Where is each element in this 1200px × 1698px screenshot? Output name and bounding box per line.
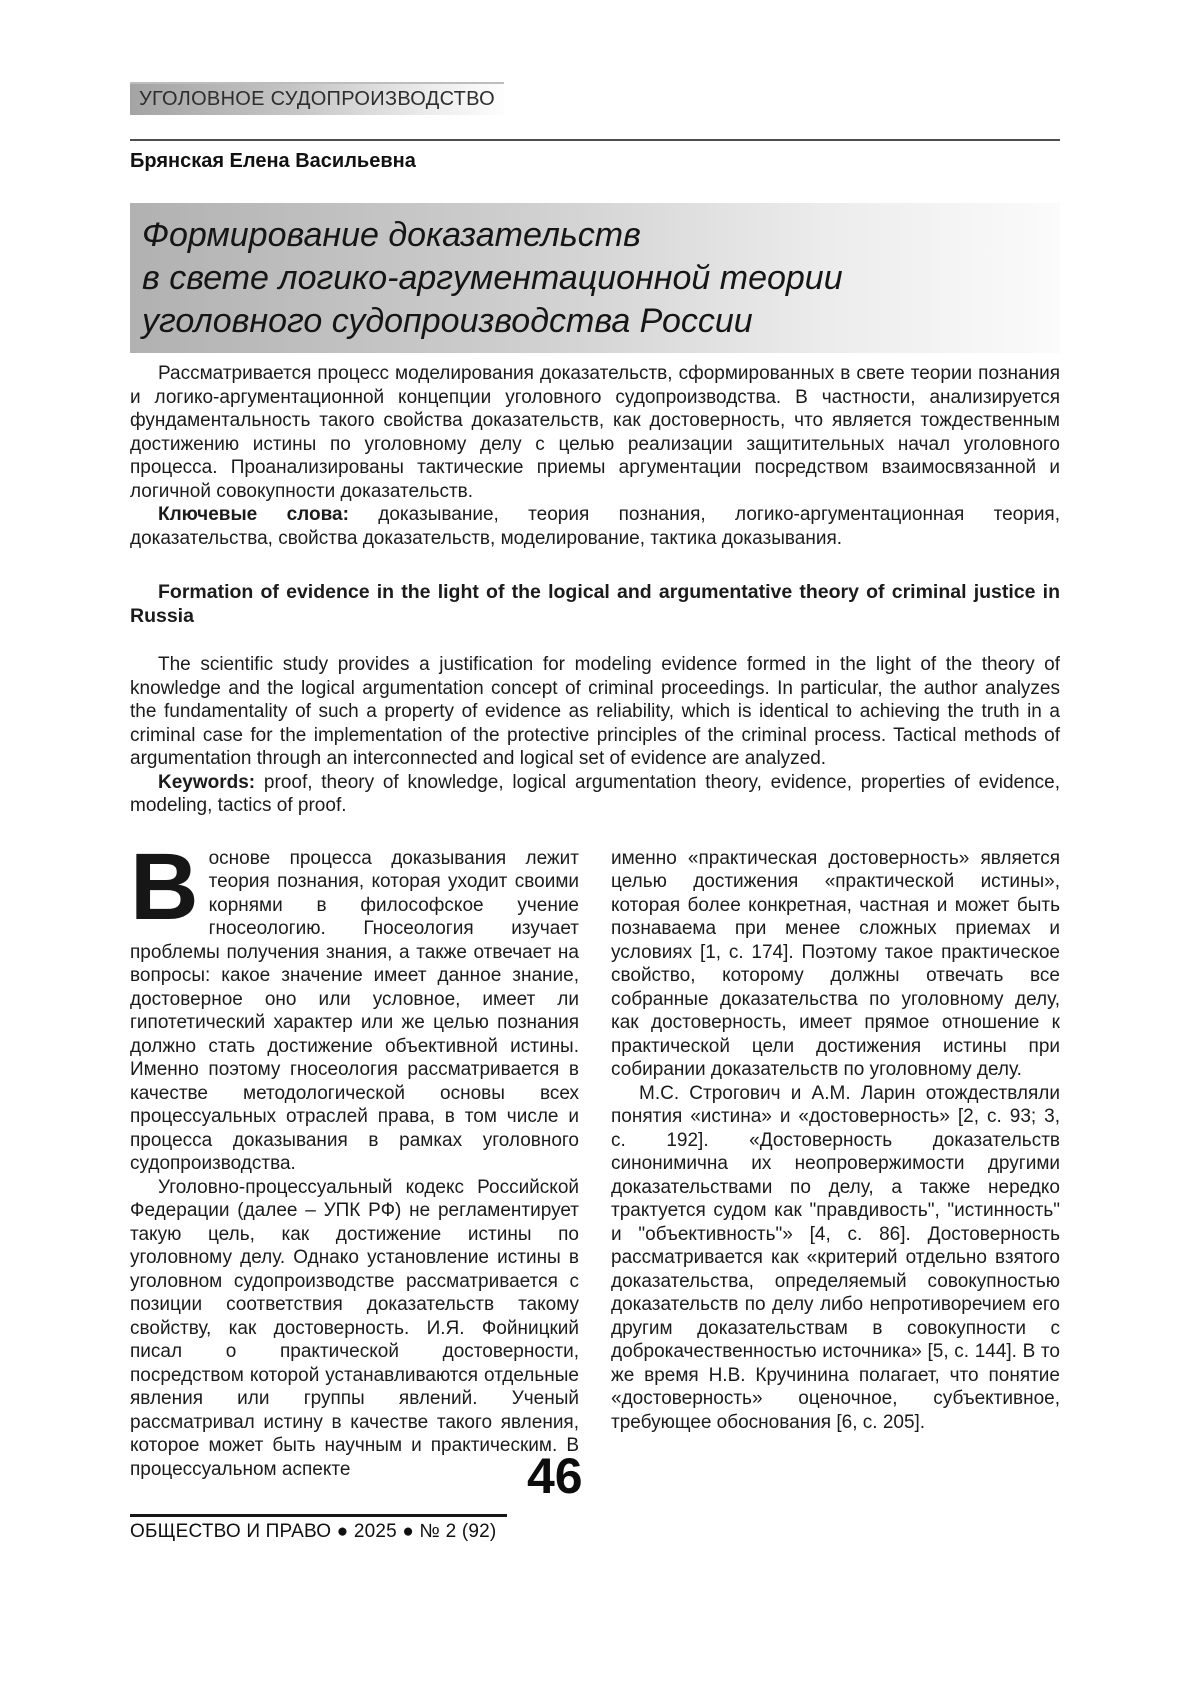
abstract-english: The scientific study provides a justification for modeling evidence formed in the light of the theory of knowledge and the logical argumentation concept of criminal proceedings. In particular, the author analyzes the fundamentality of such a property of evidence as reliability, which is identical to achieving the truth in a criminal case for the implementation of the protective principles of the criminal process. Tactical methods of argumentation through an interconnected and logical set of evidence are analyzed. [130, 654, 1060, 769]
article-title-box [130, 203, 1060, 353]
article-title-line: уголовного судопроизводства России [142, 302, 753, 340]
paragraph-text: основе процесса доказывания лежит теория познания, которая уходит своими корнями в философское учение гносеологию. Гносеология изучает проблемы получения знания, а также отвечает на вопросы: какое значение имеет данное знание, достоверное оно или условное, имеет ли гипотетический характер или же целью познания должно стать достижение объективной истины. Именно поэтому гносеология рассматривается в качестве методологической основы всех процессуальных отраслей права, в том числе и процесса доказывания в рамках уголовного судопроизводства. [130, 847, 579, 1174]
keywords-russian [130, 503, 1060, 550]
author-name: Брянская Елена Васильевна [130, 150, 416, 172]
body-paragraph [130, 833, 579, 1176]
header-divider [130, 139, 1060, 141]
journal-footer-line: ОБЩЕСТВО И ПРАВО ● 2025 ● № 2 (92) [130, 1521, 497, 1542]
keywords-english [130, 771, 1060, 818]
footer-divider [130, 1514, 507, 1517]
title-english: Formation of evidence in the light of the logical and argumentative theory of criminal justice in Russia [130, 581, 1060, 627]
body-columns [130, 833, 1060, 1482]
body-paragraph: М.С. Строгович и А.М. Ларин отождествляли понятия «истина» и «достоверность» [2, с. 93; 3, с. 192]. «Достоверность доказательств синонимична их неопровержимости другими доказательствами по делу, а также нередко трактуется судом как "правдивость", "истинность" и "объективность"» [4, с. 86]. Достоверность рассматривается как «критерий отдельно взятого доказательства, определяемый совокупностью доказательств по делу либо непротиворечием его другим доказательствам в совокупности с доброкачественностью источника» [5, с. 144]. В то же время Н.В. Кручинина полагает, что понятие «достоверность» оценочное, субъективное, требующее обоснования [6, с. 205]. [611, 1082, 1060, 1433]
body-paragraph: Уголовно-процессуальный кодекс Российской Федерации (далее – УПК РФ) не регламентирует такую цель, как достижение истины по уголовному делу. Однако установление истины в уголовном судопроизводстве рассматривается с позиции соответствия доказательств такому свойству, как достоверность. И.Я. Фойницкий писал о практической достоверности, посредством которой устанавливаются отдельные явления или группы явлений. Ученый рассматривал истину в качестве такого явления, которое может быть научным и практическим. В процессуальном аспекте [130, 1176, 579, 1480]
keywords-russian-text: доказывание, теория познания, логико-аргументационная теория, доказательства, свойства доказательств, моделирование, тактика доказывания. [130, 504, 1061, 549]
keywords-english-label: Keywords: [158, 771, 256, 793]
section-header-band [130, 82, 504, 115]
article-title-line: в свете логико-аргументационной теории [142, 259, 843, 297]
keywords-russian-label: Ключевые слова: [158, 504, 349, 525]
body-column-right [611, 847, 1060, 1482]
keywords-english-text: proof, theory of knowledge, logical argumentation theory, evidence, properties of evidence, modeling, tactics of proof. [130, 771, 1060, 816]
body-paragraph: именно «практическая достоверность» является целью достижения «практической истины», которая более конкретная, частная и может быть познаваема при менее сложных приемах и условиях [1, с. 174]. Поэтому такое практическое свойство, которому должны отвечать все собранные доказательства по уголовному делу, как достоверность, имеет прямое отношение к практической цели достижения истины при собирании доказательств по уголовному делу. [611, 847, 1060, 1080]
drop-cap: В [130, 833, 199, 940]
section-label: УГОЛОВНОЕ СУДОПРОИЗВОДСТВО [139, 88, 496, 110]
page-content [130, 82, 1060, 1481]
abstract-russian: Рассматривается процесс моделирования доказательств, сформированных в свете теории познания и логико-аргументационной концепции уголовного судопроизводства. В частности, анализируется фундаментальность такого свойства доказательств, как достоверность, что является тождественным достижению истины по уголовному делу с целью реализации защитительных начал уголовного процесса. Проанализированы тактические приемы аргументации посредством взаимосвязанной и логичной совокупности доказательств. [130, 363, 1060, 502]
article-title-line: Формирование доказательств [142, 216, 641, 254]
body-column-left [130, 833, 579, 1482]
page-number: 46 [527, 1448, 583, 1504]
